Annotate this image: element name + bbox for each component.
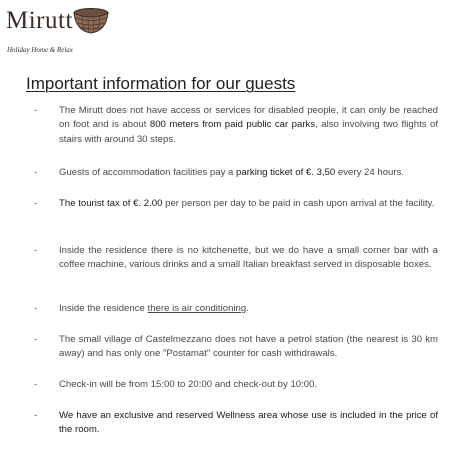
bullet-dash: - — [34, 198, 38, 209]
highlighted-text: 800 meters from paid public car parks — [149, 119, 316, 131]
logo-tagline: Holiday Home & Relax — [7, 46, 73, 54]
bullet-dash: - — [34, 105, 38, 116]
info-text — [59, 197, 438, 211]
info-text — [59, 378, 438, 392]
info-item-air-conditioning — [34, 302, 438, 316]
text-segment: every 24 hours. — [335, 167, 405, 178]
text-segment: Check-in will be from 15:00 to 20:00 and check-out by 10:00. — [59, 379, 318, 390]
info-item-check-in — [34, 378, 438, 392]
text-segment: , also involving two flights of stairs with around 30 steps. — [59, 119, 438, 145]
text-segment: The Mirutt does not have access or services for disabled people, it can only be reached on foot and is about — [59, 105, 438, 131]
bullet-dash: - — [34, 303, 38, 314]
text-segment: The small village of Castelmezzano does not have a petrol station (the nearest is 30 km away) and has only one "Postamat" counter for cash withdrawals. — [59, 334, 438, 360]
info-text — [59, 104, 438, 147]
text-segment: . — [246, 303, 249, 314]
text-segment: Guests of accommodation facilities pay a — [59, 167, 237, 178]
info-text — [59, 333, 438, 362]
text-segment: Inside the residence there is no kitchenette, but we do have a small corner bar with a coffee machine, various drinks and a small Italian breakfast served in disposable boxes. — [59, 245, 438, 271]
highlighted-text: We have an exclusive and reserved Wellness area whose use is included in the price of the room. — [59, 410, 438, 436]
info-text — [59, 244, 438, 273]
highlighted-text: parking ticket of €. 3,50 — [236, 167, 336, 178]
info-item-wellness — [34, 409, 438, 438]
logo-name: Mirutt — [6, 7, 73, 34]
info-item-accessibility — [34, 104, 438, 147]
highlighted-text: The tourist tax of €. 2.00 — [59, 198, 163, 209]
info-item-parking — [34, 166, 438, 180]
text-segment: Inside the residence — [59, 303, 148, 314]
info-text — [59, 409, 438, 438]
bullet-dash: - — [34, 334, 38, 345]
info-item-kitchen — [34, 244, 438, 273]
bullet-dash: - — [34, 379, 38, 390]
info-item-village — [34, 333, 438, 362]
underlined-text: there is air conditioning — [147, 303, 247, 314]
page-title: Important information for our guests — [26, 74, 296, 93]
info-item-tourist-tax — [34, 197, 438, 211]
info-text — [59, 166, 438, 180]
bullet-dash: - — [34, 245, 38, 256]
bullet-dash: - — [34, 167, 38, 178]
bullet-dash: - — [34, 410, 38, 421]
text-segment: per person per day to be paid in cash upon arrival at the facility. — [162, 198, 435, 209]
info-text — [59, 302, 438, 316]
